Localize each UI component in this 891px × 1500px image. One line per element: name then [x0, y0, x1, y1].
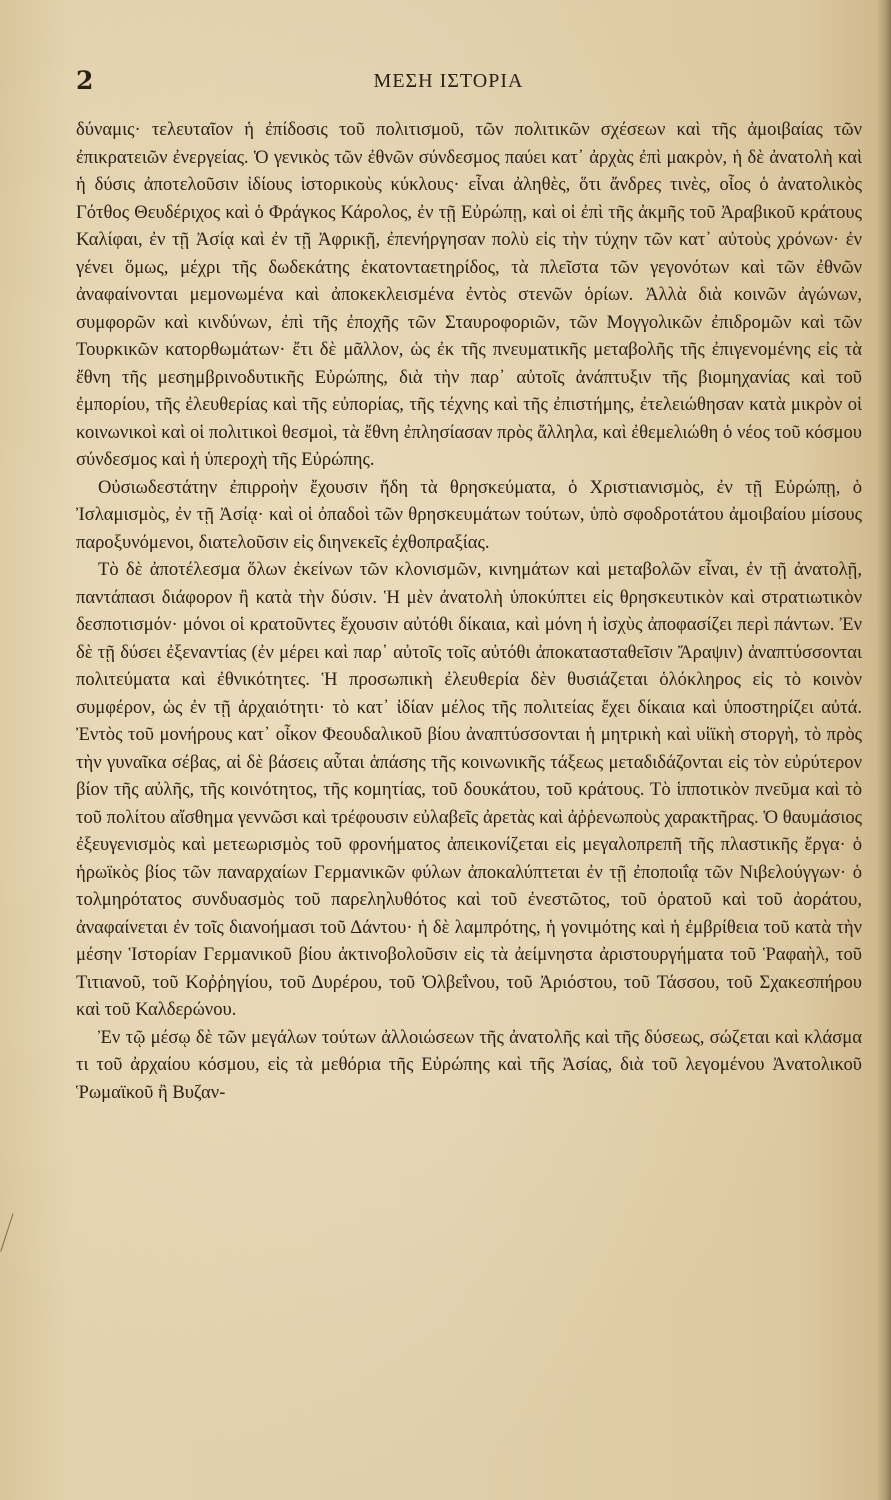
page-header: [76, 66, 861, 106]
page-number: 2: [76, 66, 94, 95]
body-text: [76, 116, 862, 1106]
paragraph-1: δύναμις· τελευταῖον ἡ ἐπίδοσις τοῦ πολιτισμοῦ, τῶν πολιτικῶν σχέσεων καὶ τῆς ἀμοιβαίας τῶν ἐπικρατειῶν ἐνεργείας. Ὁ γενικὸς τῶν ἐθνῶν σύνδεσμος παύει κατ᾽ ἀρχὰς ἐπὶ μακρὸν, ἡ δὲ ἀνατολὴ καὶ ἡ δύσις ἀποτελοῦσιν ἰδίους ἱστορικοὺς κύκλους· εἶναι ἀληθὲς, ὅτι ἄνδρες τινὲς, οἷος ὁ ἀνατολικὸς Γότθος Θευδέριχος καὶ ὁ Φράγκος Κάρολος, ἐν τῇ Εὐρώπῃ, καὶ οἱ ἐπὶ τῆς ἀκμῆς τοῦ Ἀραβικοῦ κράτους Καλίφαι, ἐν τῇ Ἀσίᾳ καὶ ἐν τῇ Ἀφρικῇ, ἐπενήργησαν πολὺ εἰς τὴν τύχην τῶν κατ᾽ αὐτοὺς χρόνων· ἐν γένει ὅμως, μέχρι τῆς δωδεκάτης ἑκατονταετηρίδος, τὰ πλεῖστα τῶν γεγονότων καὶ τῶν ἐθνῶν ἀναφαίνονται μεμονωμένα καὶ ἀποκεκλεισμένα ἐντὸς στενῶν ὁρίων. Ἀλλὰ διὰ κοινῶν ἀγώνων, συμφορῶν καὶ κινδύνων, ἐπὶ τῆς ἐποχῆς τῶν Σταυροφοριῶν, τῶν Μογγολικῶν ἐπιδρομῶν καὶ τῶν Τουρκικῶν κατορθωμάτων· ἔτι δὲ μᾶλλον, ὡς ἐκ τῆς πνευματικῆς μεταβολῆς τῆς ἐπιγενομένης εἰς τὰ ἔθνη τῆς μεσημβρινοδυτικῆς Εὐρώπης, διὰ τὴν παρ᾽ αὐτοῖς ἀνάπτυξιν τῆς βιομηχανίας καὶ τοῦ ἐμπορίου, τῆς ἐλευθερίας καὶ τῆς εὐπορίας, τῆς τέχνης καὶ τῆς ἐπιστήμης, ἐτελειώθησαν κατὰ μικρὸν οἱ κοινωνικοὶ καὶ οἱ πολιτικοὶ θεσμοὶ, τὰ ἔθνη ἐπλησίασαν πρὸς ἄλληλα, καὶ ἐθεμελιώθη ὁ νέος τοῦ κόσμου σύνδεσμος καὶ ἡ ὑπεροχὴ τῆς Εὐρώπης.: [76, 119, 862, 470]
page-edge-shadow: [877, 0, 891, 1500]
paragraph-4: Ἐν τῷ μέσῳ δὲ τῶν μεγάλων τούτων ἀλλοιώσεων τῆς ἀνατολῆς καὶ τῆς δύσεως, σώζεται καὶ κλάσμα τι τοῦ ἀρχαίου κόσμου, εἰς τὰ μεθόρια τῆς Εὐρώπης καὶ τῆς Ἀσίας, διὰ τοῦ λεγομένου Ἀνατολικοῦ Ῥωμαϊκοῦ ἢ Βυζαν-: [76, 1026, 862, 1103]
paragraph-2: Οὐσιωδεστάτην ἐπιρροὴν ἔχουσιν ἤδη τὰ θρησκεύματα, ὁ Χριστιανισμὸς, ἐν τῇ Εὐρώπῃ, ὁ Ἰσλαμισμὸς, ἐν τῇ Ἀσίᾳ· καὶ οἱ ὀπαδοὶ τῶν θρησκευμάτων τούτων, ὑπὸ σφοδροτάτου ἀμοιβαίου μίσους παροξυνόμενοι, διατελοῦσιν εἰς διηνεκεῖς ἐχθοπραξίας.: [76, 476, 862, 553]
paragraph-3: Τὸ δὲ ἀποτέλεσμα ὅλων ἐκείνων τῶν κλονισμῶν, κινημάτων καὶ μεταβολῶν εἶναι, ἐν τῇ ἀνατολῇ, παντάπασι διάφορον ἢ κατὰ τὴν δύσιν. Ἡ μὲν ἀνατολὴ ὑποκύπτει εἰς θρησκευτικὸν καὶ στρατιωτικὸν δεσποτισμόν· μόνοι οἱ κρατοῦντες ἔχουσιν αὐτόθι δίκαια, καὶ μόνη ἡ ἰσχὺς ἀποφασίζει περὶ πάντων. Ἐν δὲ τῇ δύσει ἐξεναντίας (ἐν μέρει καὶ παρ᾽ αὐτοῖς τοῖς αὐτόθι ἀποκατασταθεῖσιν Ἄραψιν) ἀναπτύσσονται πολιτεύματα καὶ ἐθνικότητες. Ἡ προσωπικὴ ἐλευθερία δὲν θυσιάζεται ὁλόκληρος εἰς τὸ κοινὸν συμφέρον, ὡς ἐν τῇ ἀρχαιότητι· τὸ κατ᾽ ἰδίαν μέλος τῆς πολιτείας ἔχει δίκαια καὶ ὑποστηρίζει αὐτά. Ἐντὸς τοῦ μονήρους κατ᾽ οἶκον Φεουδαλικοῦ βίου ἀναπτύσσονται ἡ μητρικὴ καὶ υἱϊκὴ στοργὴ, τὸ πρὸς τὴν γυναῖκα σέβας, αἱ δὲ βάσεις αὗται ἁπάσης τῆς κοινωνικῆς τάξεως μεταδιδάζονται εἰς τὸν εὐρύτερον βίον τῆς αὐλῆς, τῆς κοινότητος, τῆς κομητίας, τοῦ δουκάτου, τοῦ κράτους. Τὸ ἱπποτικὸν πνεῦμα καὶ τὸ τοῦ πολίτου αἴσθημα γεννῶσι καὶ τρέφουσιν εὐλαβεῖς ἀρετὰς καὶ ἀῤῥενωποὺς χαρακτῆρας. Ὁ θαυμάσιος ἐξευγενισμὸς καὶ μετεωρισμὸς τοῦ φρονήματος ἀπεικονίζεται εἰς μεγαλοπρεπῆ τῆς πλαστικῆς ἔργα· ὁ ἡρωϊκὸς βίος τῶν παναρχαίων Γερμανικῶν φύλων ἀποκαλύπτεται ἐν τῇ ἐποποιΐᾳ τῶν Νιβελούγγων· ὁ τολμηρότατος συνδυασμὸς τοῦ παρεληλυθότος καὶ τοῦ ἐνεστῶτος, τοῦ ὁρατοῦ καὶ τοῦ ἀοράτου, ἀναφαίνεται ἐν τοῖς διανοήμασι τοῦ Δάντου· ἡ δὲ λαμπρότης, ἡ γονιμότης καὶ ἡ ἐμβρίθεια τοῦ κατὰ τὴν μέσην Ἱστορίαν Γερμανικοῦ βίου ἀκτινοβολοῦσιν εἰς τὰ ἀείμνηστα ἀριστουργήματα τοῦ Ῥαφαὴλ, τοῦ Τιτιανοῦ, τοῦ Κοῤῥηγίου, τοῦ Δυρέρου, τοῦ Ὀλβεΐνου, τοῦ Ἀριόστου, τοῦ Τάσσου, τοῦ Σχακεσπήρου καὶ τοῦ Καλδερώνου.: [76, 559, 862, 1020]
margin-pencil-mark: [0, 1213, 29, 1256]
running-title: ΜΕΣΗ ΙΣΤΟΡΙΑ: [373, 70, 524, 92]
